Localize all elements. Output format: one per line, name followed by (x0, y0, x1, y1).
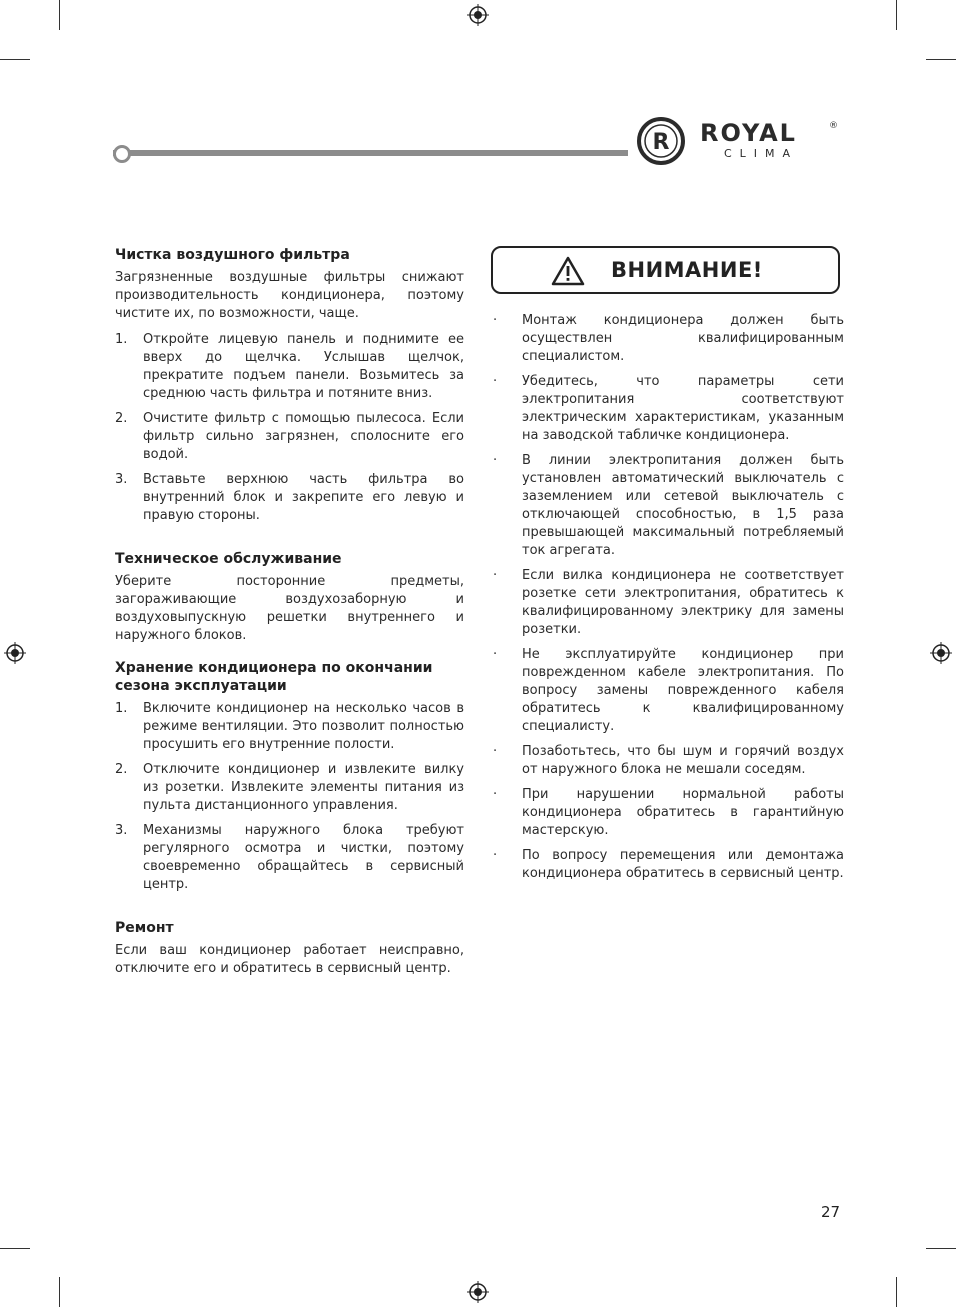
crop-mark (926, 1248, 956, 1249)
section-storage (115, 659, 464, 894)
header-rule (113, 150, 628, 156)
warning-banner (491, 246, 840, 294)
warning-list (491, 312, 844, 883)
list-item: · Убедитесь, что параметры сети электропитания соответствуют электрическим характеристикам, указанным на заводской табличке кондиционера. (493, 374, 844, 443)
list-item: · Не эксплуатируйте кондиционер при поврежденном кабеле электропитания. По вопросу замены поврежденного кабеля обратитесь к квалифицированному специалисту. (493, 647, 844, 734)
warning-triangle-icon (551, 256, 585, 286)
crop-mark (896, 0, 897, 30)
brand-logo (636, 116, 846, 166)
list-item: · В линии электропитания должен быть установлен автоматический выключатель с заземлением или сетевой выключатель с отключающей способностью, в 1,5 раза превышающей максимальный потребляемый ток агрегата. (493, 453, 844, 558)
header-rule-dot (113, 145, 131, 163)
registration-mark-icon (467, 4, 489, 26)
list-item: 1. Откройте лицевую панель и поднимите ее вверх до щелчка. Услышав щелчок, прекратите подъем панели. Возьмитесь за среднюю часть фильтра и потяните вниз. (115, 332, 464, 401)
crop-mark (926, 59, 956, 60)
crop-mark (0, 59, 30, 60)
crop-mark (0, 1248, 30, 1249)
section-text: Уберите посторонние предметы, загораживающие воздухозаборную и воздуховыпускную решетки внутреннего и наружного блоков. (115, 574, 464, 643)
section-repair (115, 919, 464, 978)
list-item: · Если вилка кондиционера не соответствует розетке сети электропитания, обратитесь к квалифицированному электрику для замены розетки. (493, 568, 844, 637)
crop-mark (896, 1277, 897, 1307)
list-item: · Позаботьтесь, что бы шум и горячий воздух от наружного блока не мешали соседям. (493, 744, 844, 777)
filter-steps (115, 331, 464, 525)
section-title: Чистка воздушного фильтра (115, 247, 350, 263)
list-item: · Монтаж кондиционера должен быть осуществлен квалифицированным специалистом. (493, 313, 844, 364)
section-title: Хранение кондиционера по окончании сезона эксплуатации (115, 660, 433, 694)
left-column (115, 246, 464, 1010)
list-item: 2. Очистите фильтр с помощью пылесоса. Если фильтр сильно загрязнен, сполосните его водой. (115, 411, 464, 462)
crop-mark (59, 1277, 60, 1307)
crop-mark (59, 0, 60, 30)
registration-mark-icon (930, 642, 952, 664)
registered-mark: ® (829, 121, 838, 131)
brand-sub: CLIMA (724, 147, 799, 160)
list-item: 2. Отключите кондиционер и извлеките вилку из розетки. Извлеките элементы питания из пульта дистанционного управления. (115, 762, 464, 813)
monogram-letter: R (652, 130, 670, 155)
warning-title: ВНИМАНИЕ! (611, 258, 763, 282)
list-item: · При нарушении нормальной работы кондиционера обратитесь в гарантийную мастерскую. (493, 787, 844, 838)
section-text: Если ваш кондиционер работает неисправно, отключите его и обратитесь в сервисный центр. (115, 943, 464, 976)
section-filter (115, 246, 464, 525)
list-item: 3. Механизмы наружного блока требуют регулярного осмотра и чистки, поэтому своевременно обращайтесь в сервисный центр. (115, 823, 464, 892)
list-item: 3. Вставьте верхнюю часть фильтра во внутренний блок и закрепите его левую и правую стороны. (115, 472, 464, 523)
royal-clima-monogram-icon (636, 116, 688, 166)
section-maintenance (115, 550, 464, 645)
registration-mark-icon (467, 1281, 489, 1303)
list-item: · По вопросу перемещения или демонтажа кондиционера обратитесь в сервисный центр. (493, 848, 844, 881)
list-item: 1. Включите кондиционер на несколько часов в режиме вентиляции. Это позволит полностью просушить его внутренние полости. (115, 701, 464, 752)
brand-name: ROYAL (700, 119, 797, 147)
storage-steps (115, 700, 464, 894)
section-title: Техническое обслуживание (115, 551, 342, 567)
page-number: 27 (821, 1203, 841, 1221)
right-column (491, 246, 844, 890)
registration-mark-icon (4, 642, 26, 664)
section-intro: Загрязненные воздушные фильтры снижают производительность кондиционера, поэтому чистите их, по возможности, чаще. (115, 270, 464, 321)
section-title: Ремонт (115, 920, 174, 936)
